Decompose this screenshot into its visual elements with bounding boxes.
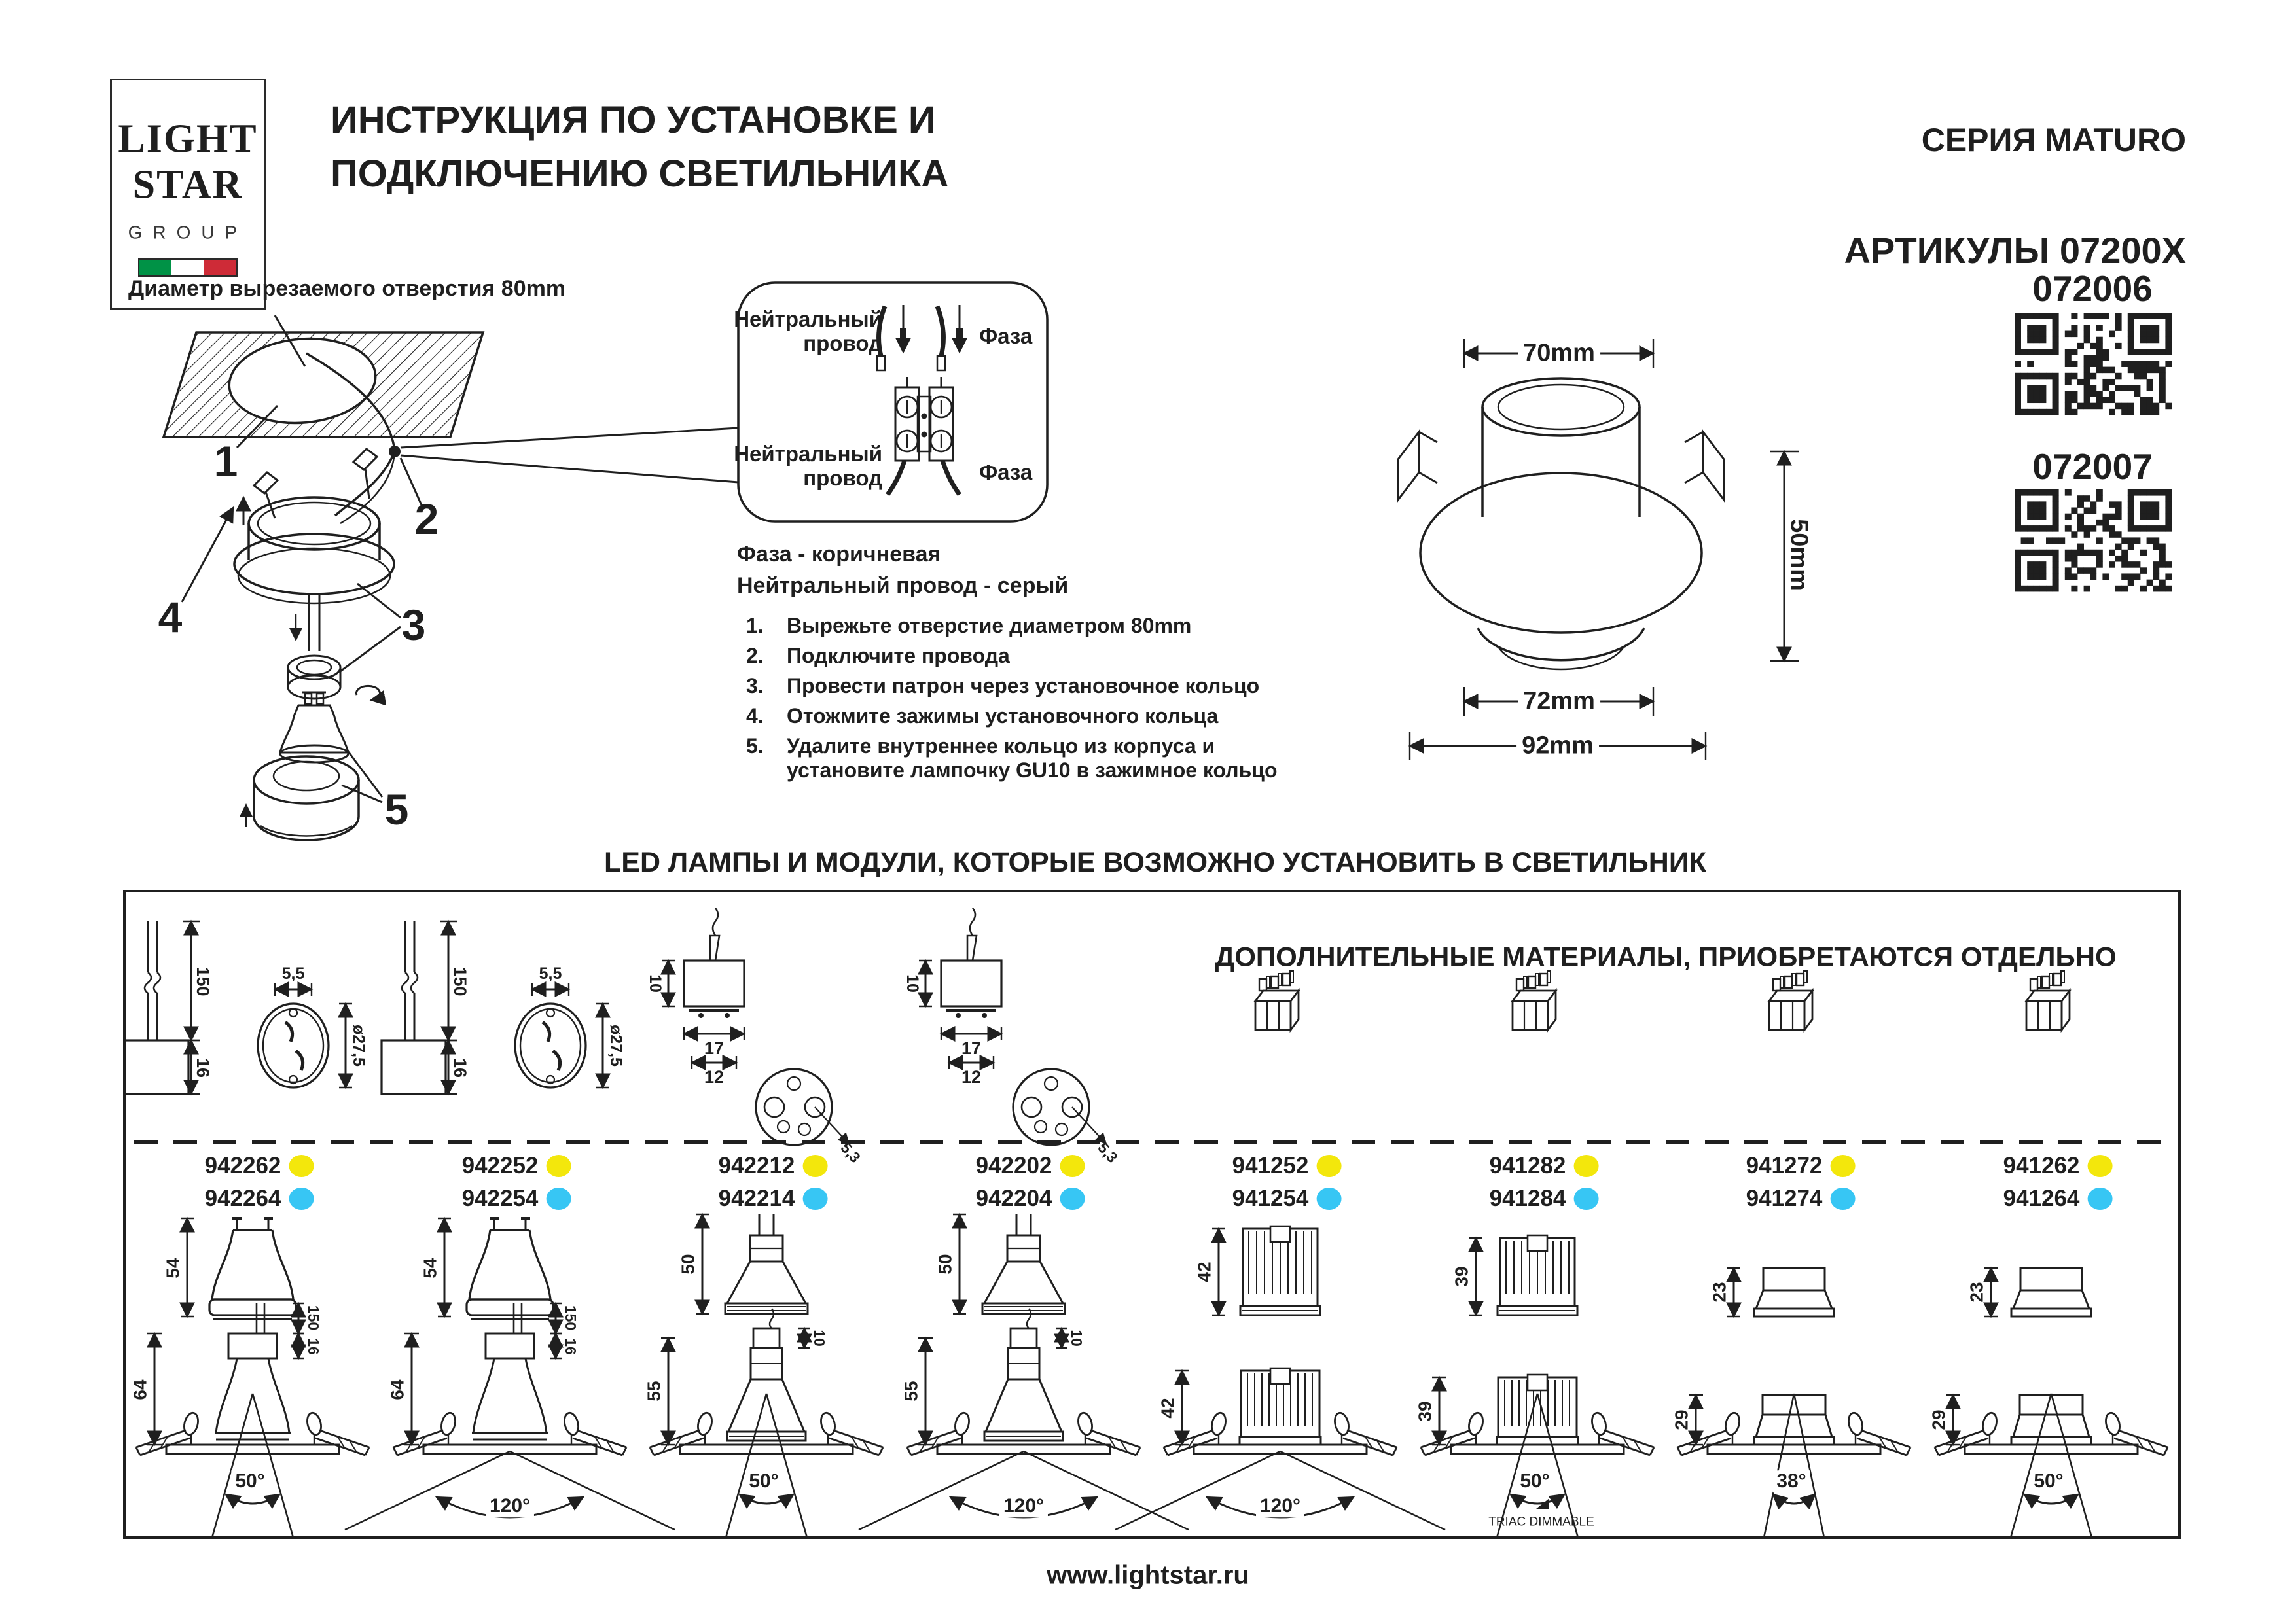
lamp-dim: 39 bbox=[1451, 1266, 1472, 1287]
step-text: Вырежьте отверстие диаметром 80mm bbox=[787, 614, 1192, 637]
article-code: 941282 bbox=[1489, 1153, 1566, 1178]
lamps-section-title: LED ЛАМПЫ И МОДУЛИ, КОТОРЫЕ ВОЗМОЖНО УСТАНОВИТЬ В СВЕТИЛЬНИК bbox=[603, 846, 1707, 878]
step-item bbox=[746, 644, 1289, 668]
logo-star: STAR bbox=[132, 162, 243, 207]
socket-dim-16: 16 bbox=[193, 1057, 213, 1078]
callout-2: 2 bbox=[414, 495, 439, 544]
step-number: 2. bbox=[746, 644, 764, 667]
callout-5: 5 bbox=[384, 785, 409, 834]
page-title-line2: ПОДКЛЮЧЕНИЮ СВЕТИЛЬНИКА bbox=[331, 152, 949, 195]
article-row bbox=[719, 1186, 828, 1212]
hole-diameter-note: Диаметр вырезаемого отверстия 80mm bbox=[128, 276, 566, 301]
xsec-height-dim: 29 bbox=[1671, 1409, 1692, 1430]
article-code: 941274 bbox=[1746, 1186, 1823, 1211]
step-item bbox=[746, 704, 1289, 728]
socket-dim-12: 12 bbox=[961, 1067, 982, 1087]
xsec-gland-dim: 10 bbox=[1067, 1330, 1085, 1347]
xsec-height-dim: 55 bbox=[643, 1381, 664, 1402]
lamp-dim: 50 bbox=[677, 1254, 698, 1275]
xsec-gland-dim: 16 bbox=[304, 1338, 322, 1355]
logo-group: GROUP bbox=[128, 222, 248, 243]
cyan-dot-icon bbox=[1060, 1188, 1085, 1210]
article-row bbox=[205, 1153, 314, 1179]
xsec-cable-dim: 150 bbox=[304, 1305, 322, 1331]
dim-92mm: 92mm bbox=[1516, 732, 1599, 760]
triac-dimmable-label: TRIAC DIMMABLE bbox=[1488, 1515, 1594, 1529]
article-code: 942252 bbox=[461, 1153, 539, 1178]
step-number: 5. bbox=[746, 734, 764, 758]
article-row bbox=[2003, 1153, 2113, 1179]
beam-angle: 38° bbox=[1772, 1470, 1810, 1492]
yellow-dot-icon bbox=[1573, 1155, 1598, 1177]
cyan-dot-icon bbox=[546, 1188, 571, 1210]
lamp-dim: 23 bbox=[1709, 1282, 1730, 1303]
socket-dim-12: 12 bbox=[704, 1067, 725, 1087]
socket-dim-5-3: 5,3 bbox=[1094, 1139, 1122, 1166]
product-code-072007: 072007 bbox=[2032, 446, 2153, 487]
yellow-dot-icon bbox=[2087, 1155, 2112, 1177]
wiring-phase-top: Фаза bbox=[979, 324, 1033, 348]
dim-70mm: 70mm bbox=[1518, 340, 1600, 368]
article-row bbox=[462, 1186, 571, 1212]
yellow-dot-icon bbox=[1060, 1155, 1085, 1177]
article-row bbox=[1746, 1186, 1856, 1212]
extras-title: ДОПОЛНИТЕЛЬНЫЕ МАТЕРИАЛЫ, ПРИОБРЕТАЮТСЯ ОТДЕЛЬНО bbox=[1215, 941, 2117, 972]
dim-50mm: 50mm bbox=[1785, 519, 1813, 591]
xsec-cable-dim: 150 bbox=[562, 1305, 579, 1331]
beam-angle: 120° bbox=[486, 1495, 534, 1517]
wiring-phase-bottom: Фаза bbox=[979, 460, 1033, 484]
article-code: 941264 bbox=[2003, 1186, 2080, 1211]
product-code-072006: 072006 bbox=[2032, 268, 2153, 309]
article-code: 941254 bbox=[1232, 1186, 1309, 1211]
lamp-dim: 54 bbox=[420, 1258, 440, 1279]
neutral-color-note: Нейтральный провод - серый bbox=[737, 573, 1069, 598]
yellow-dot-icon bbox=[802, 1155, 827, 1177]
callout-4: 4 bbox=[158, 593, 183, 642]
yellow-dot-icon bbox=[1316, 1155, 1341, 1177]
article-code: 942202 bbox=[975, 1153, 1052, 1178]
article-code: 941284 bbox=[1489, 1186, 1566, 1211]
article-row bbox=[719, 1153, 828, 1179]
socket-dim-10: 10 bbox=[646, 974, 664, 993]
wiring-neutral-bottom: Нейтральный провод bbox=[734, 442, 882, 490]
socket-dim-150: 150 bbox=[193, 966, 213, 997]
step-text: Провести патрон через установочное кольцо bbox=[787, 674, 1260, 697]
socket-dim-27-5: ø27,5 bbox=[350, 1025, 368, 1067]
article-row bbox=[205, 1186, 314, 1212]
article-row bbox=[1746, 1153, 1856, 1179]
beam-angle: 50° bbox=[231, 1470, 268, 1492]
article-code: 942214 bbox=[718, 1186, 795, 1211]
yellow-dot-icon bbox=[546, 1155, 571, 1177]
step-item bbox=[746, 734, 1289, 783]
socket-dim-5-5: 5,5 bbox=[281, 964, 305, 983]
wiring-neutral-top: Нейтральный провод bbox=[734, 307, 882, 355]
xsec-height-dim: 64 bbox=[387, 1379, 408, 1400]
article-row bbox=[2003, 1186, 2113, 1212]
xsec-gland-dim: 16 bbox=[562, 1338, 579, 1355]
article-row bbox=[976, 1153, 1085, 1179]
step-item bbox=[746, 614, 1289, 638]
article-code: 941272 bbox=[1746, 1153, 1823, 1178]
xsec-height-dim: 39 bbox=[1414, 1400, 1435, 1422]
article-row bbox=[462, 1153, 571, 1179]
xsec-height-dim: 55 bbox=[901, 1381, 922, 1402]
callout-3: 3 bbox=[401, 601, 426, 650]
article-code: 941262 bbox=[2003, 1153, 2080, 1178]
cyan-dot-icon bbox=[2087, 1188, 2112, 1210]
cyan-dot-icon bbox=[1316, 1188, 1341, 1210]
socket-dim-150: 150 bbox=[450, 966, 471, 997]
step-item bbox=[746, 674, 1289, 698]
beam-angle: 50° bbox=[1516, 1470, 1553, 1492]
article-code: 942254 bbox=[461, 1186, 539, 1211]
xsec-gland-dim: 10 bbox=[810, 1330, 828, 1347]
lamp-dim: 50 bbox=[935, 1254, 956, 1275]
step-number: 3. bbox=[746, 674, 764, 697]
xsec-height-dim: 64 bbox=[130, 1379, 151, 1400]
step-text: Удалите внутреннее кольцо из корпуса и установите лампочку GU10 в зажимное кольцо bbox=[787, 734, 1278, 782]
yellow-dot-icon bbox=[289, 1155, 314, 1177]
cyan-dot-icon bbox=[289, 1188, 314, 1210]
phase-color-note: Фаза - коричневая bbox=[737, 542, 941, 567]
cyan-dot-icon bbox=[1830, 1188, 1855, 1210]
article-code: 942212 bbox=[718, 1153, 795, 1178]
article-row bbox=[1490, 1186, 1599, 1212]
article-code: 942204 bbox=[975, 1186, 1052, 1211]
socket-dim-17: 17 bbox=[961, 1038, 982, 1058]
socket-dim-5-5: 5,5 bbox=[539, 964, 562, 983]
step-number: 1. bbox=[746, 614, 764, 637]
articles-label: АРТИКУЛЫ 07200X bbox=[1844, 230, 2186, 271]
article-code: 942264 bbox=[204, 1186, 281, 1211]
dim-72mm: 72mm bbox=[1518, 688, 1600, 716]
beam-angle: 120° bbox=[1256, 1495, 1304, 1517]
cyan-dot-icon bbox=[1573, 1188, 1598, 1210]
installation-steps-list bbox=[746, 614, 1289, 788]
logo-light: LIGHT bbox=[118, 116, 258, 162]
article-row bbox=[1232, 1153, 1342, 1179]
cyan-dot-icon bbox=[802, 1188, 827, 1210]
article-code: 941252 bbox=[1232, 1153, 1309, 1178]
beam-angle: 50° bbox=[745, 1470, 782, 1492]
lamp-dim: 54 bbox=[162, 1258, 183, 1279]
beam-angle: 50° bbox=[2030, 1470, 2067, 1492]
xsec-height-dim: 42 bbox=[1157, 1397, 1178, 1419]
beam-angle: 120° bbox=[999, 1495, 1048, 1517]
footer-url: www.lightstar.ru bbox=[1047, 1561, 1249, 1590]
socket-dim-10: 10 bbox=[903, 974, 922, 993]
socket-dim-27-5: ø27,5 bbox=[607, 1025, 625, 1067]
socket-dim-16: 16 bbox=[450, 1057, 471, 1078]
step-number: 4. bbox=[746, 704, 764, 728]
page-title-line1: ИНСТРУКЦИЯ ПО УСТАНОВКЕ И bbox=[331, 99, 936, 141]
article-code: 942262 bbox=[204, 1153, 281, 1178]
step-text: Отожмите зажимы установочного кольца bbox=[787, 704, 1219, 728]
step-text: Подключите провода bbox=[787, 644, 1010, 667]
socket-dim-5-3: 5,3 bbox=[837, 1139, 865, 1166]
series-label: СЕРИЯ MATURO bbox=[1921, 122, 2186, 158]
socket-dim-17: 17 bbox=[704, 1038, 725, 1058]
callout-1: 1 bbox=[213, 437, 238, 486]
lamp-dim: 23 bbox=[1966, 1282, 1987, 1303]
article-row bbox=[1490, 1153, 1599, 1179]
yellow-dot-icon bbox=[1830, 1155, 1855, 1177]
article-row bbox=[1232, 1186, 1342, 1212]
article-row bbox=[976, 1186, 1085, 1212]
xsec-height-dim: 29 bbox=[1928, 1409, 1949, 1430]
lamp-dim: 42 bbox=[1194, 1262, 1215, 1282]
